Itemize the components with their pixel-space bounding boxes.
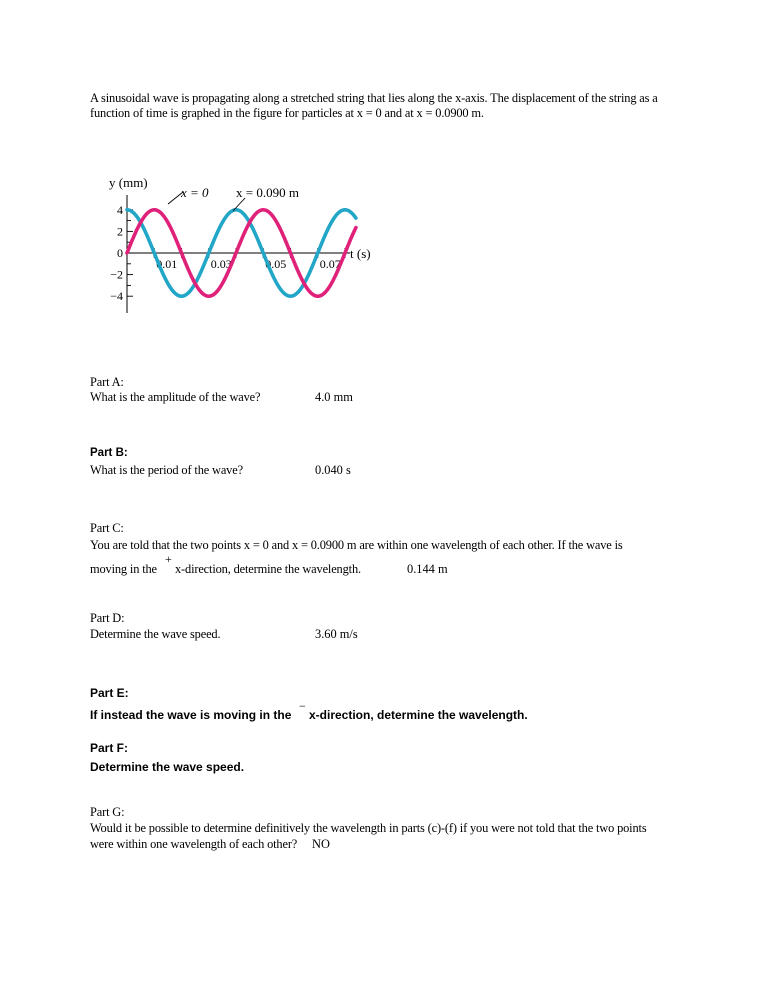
series-annotations xyxy=(168,185,299,211)
annotation-label-x090: x = 0.090 m xyxy=(236,185,299,200)
part-c-direction-sign: + xyxy=(165,552,172,566)
y-tick-label: −2 xyxy=(110,267,123,282)
part-f-question: Determine the wave speed. xyxy=(90,760,245,774)
x-tick-label: 0.01 xyxy=(156,257,178,271)
y-axis-label: y (mm) xyxy=(109,175,148,190)
y-tick-label: −4 xyxy=(110,289,123,304)
part-a-answer: 4.0 mm xyxy=(315,390,353,404)
y-tick-label: 4 xyxy=(117,202,123,217)
y-ticks xyxy=(110,203,133,303)
part-c-answer: 0.144 m xyxy=(407,562,448,576)
x-tick-label: 0.03 xyxy=(210,257,232,271)
part-c-label: Part C: xyxy=(90,521,124,535)
part-e-direction-sign: − xyxy=(299,699,306,713)
annotation-label-x0: x = 0 xyxy=(181,185,209,200)
part-g-label: Part G: xyxy=(90,805,125,819)
intro-paragraph: A sinusoidal wave is propagating along a stretched string that lies along the x-axis. The displacement of the string as a function of time is graphed in the figure for particles at x = 0 and at x = 0.0900 m. xyxy=(90,91,658,120)
part-c-text-line1: You are told that the two points x = 0 and x = 0.0900 m are within one wavelength of each other. If the wave is xyxy=(90,538,623,552)
y-tick-label: 0 xyxy=(117,246,123,260)
part-c-text-line2a: moving in the xyxy=(90,562,157,576)
part-e-text-b: x-direction, determine the wavelength. xyxy=(309,708,528,722)
part-a-question: What is the amplitude of the wave? xyxy=(90,390,261,404)
part-b-question: What is the period of the wave? xyxy=(90,463,243,477)
part-d-question: Determine the wave speed. xyxy=(90,627,221,641)
x-tick-label: 0.05 xyxy=(265,257,287,271)
part-b-answer: 0.040 s xyxy=(315,463,351,477)
part-g-text-line2: were within one wavelength of each other? xyxy=(90,837,298,851)
part-d-answer: 3.60 m/s xyxy=(315,627,358,641)
part-e-text-a: If instead the wave is moving in the xyxy=(90,708,292,722)
part-f-label: Part F: xyxy=(90,741,129,755)
part-d-label: Part D: xyxy=(90,611,125,625)
part-e-label: Part E: xyxy=(90,686,129,700)
part-c-text-line2b: x-direction, determine the wavelength. xyxy=(175,562,361,576)
wave-graph xyxy=(100,170,400,320)
x-axis-label: t (s) xyxy=(350,246,371,261)
x-tick-label: 0.07 xyxy=(319,257,341,271)
y-tick-label: 2 xyxy=(117,224,123,239)
part-g-text-line1: Would it be possible to determine definitively the wavelength in parts (c)-(f) if you were not told that the two points xyxy=(90,821,647,835)
part-a-label: Part A: xyxy=(90,375,124,389)
part-g-answer: NO xyxy=(312,837,330,851)
part-b-label: Part B: xyxy=(90,447,128,459)
